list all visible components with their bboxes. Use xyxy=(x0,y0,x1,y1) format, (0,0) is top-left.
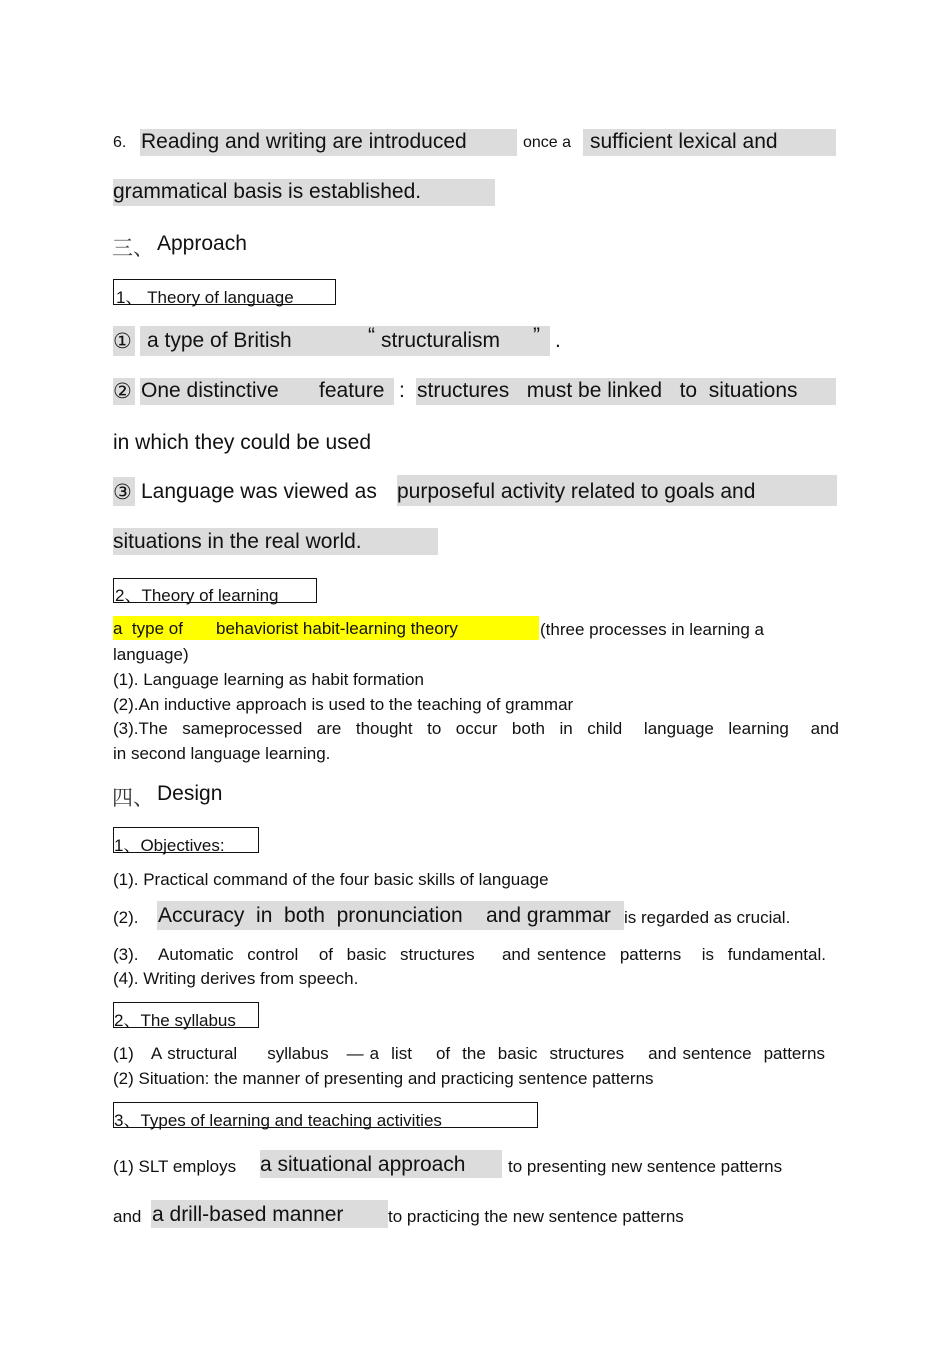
list-item: (4). Writing derives from speech. xyxy=(113,969,359,988)
text: once a xyxy=(523,134,572,151)
subheading-text: 2、The syllabus xyxy=(114,1011,236,1030)
text: (1) SLT employs xyxy=(113,1157,237,1176)
punctuation: . xyxy=(555,329,561,352)
text: language) xyxy=(113,645,189,664)
item-number: 6. xyxy=(113,134,127,151)
highlighted-text: a drill-based manner xyxy=(152,1203,344,1226)
quote-mark: “ xyxy=(368,324,375,347)
circled-number: ① xyxy=(113,330,132,353)
highlighted-text: situations in the real world. xyxy=(113,530,362,553)
subheading-text: 1、 Theory of language xyxy=(116,288,294,307)
section-heading: Approach xyxy=(157,232,247,255)
text: (three processes in learning a xyxy=(540,620,764,639)
list-item: (2).An inductive approach is used to the teaching of grammar xyxy=(113,695,574,714)
list-item: in second language learning. xyxy=(113,744,331,763)
list-item: (1). Language learning as habit formation xyxy=(113,670,424,689)
circled-number: ② xyxy=(113,380,132,403)
text: feature xyxy=(319,379,385,402)
text: to practicing the new sentence patterns xyxy=(388,1207,684,1226)
list-item: (1). Practical command of the four basic skills of language xyxy=(113,870,549,889)
highlighted-text: a situational approach xyxy=(260,1153,466,1176)
text: is regarded as crucial. xyxy=(624,908,791,927)
text: a type of British xyxy=(147,329,292,352)
list-item: (3).The sameprocessed are thought to occur both in child language learning and xyxy=(113,719,839,738)
highlighted-text: Accuracy in both pronunciation and grammar xyxy=(158,904,611,927)
highlighted-text: Reading and writing are introduced xyxy=(141,130,467,153)
section-number: 三、 xyxy=(112,236,154,260)
text: One distinctive xyxy=(141,379,279,402)
text: structures must be linked to situations xyxy=(417,379,798,402)
text: and xyxy=(113,1207,142,1226)
section-heading: Design xyxy=(157,782,223,805)
term: structuralism xyxy=(381,329,501,352)
circled-number: ③ xyxy=(113,481,132,504)
highlighted-text: sufficient lexical and xyxy=(590,130,778,153)
highlighted-text: purposeful activity related to goals and xyxy=(397,480,756,503)
subheading-text: 3、Types of learning and teaching activities xyxy=(114,1111,442,1130)
subheading-text: 1、Objectives: xyxy=(114,836,225,855)
quote-mark: ” xyxy=(533,324,540,347)
list-item: (1) A structural syllabus — a list of the basic structures and sentence patterns xyxy=(113,1044,825,1063)
text: to presenting new sentence patterns xyxy=(508,1157,783,1176)
list-number: (2). xyxy=(113,908,139,927)
subheading-text: 2、Theory of learning xyxy=(115,586,279,605)
highlighted-text: a type of xyxy=(113,619,183,638)
highlighted-text: grammatical basis is established. xyxy=(113,180,422,203)
text: in which they could be used xyxy=(113,431,371,454)
list-item: (2) Situation: the manner of presenting and practicing sentence patterns xyxy=(113,1069,654,1088)
punctuation: : xyxy=(399,379,405,402)
highlighted-text: behaviorist habit-learning theory xyxy=(216,619,458,638)
text: Language was viewed as xyxy=(141,480,377,503)
section-number: 四、 xyxy=(112,786,154,810)
list-item: (3). Automatic control of basic structures and sentence patterns is fundamental. xyxy=(113,945,826,964)
